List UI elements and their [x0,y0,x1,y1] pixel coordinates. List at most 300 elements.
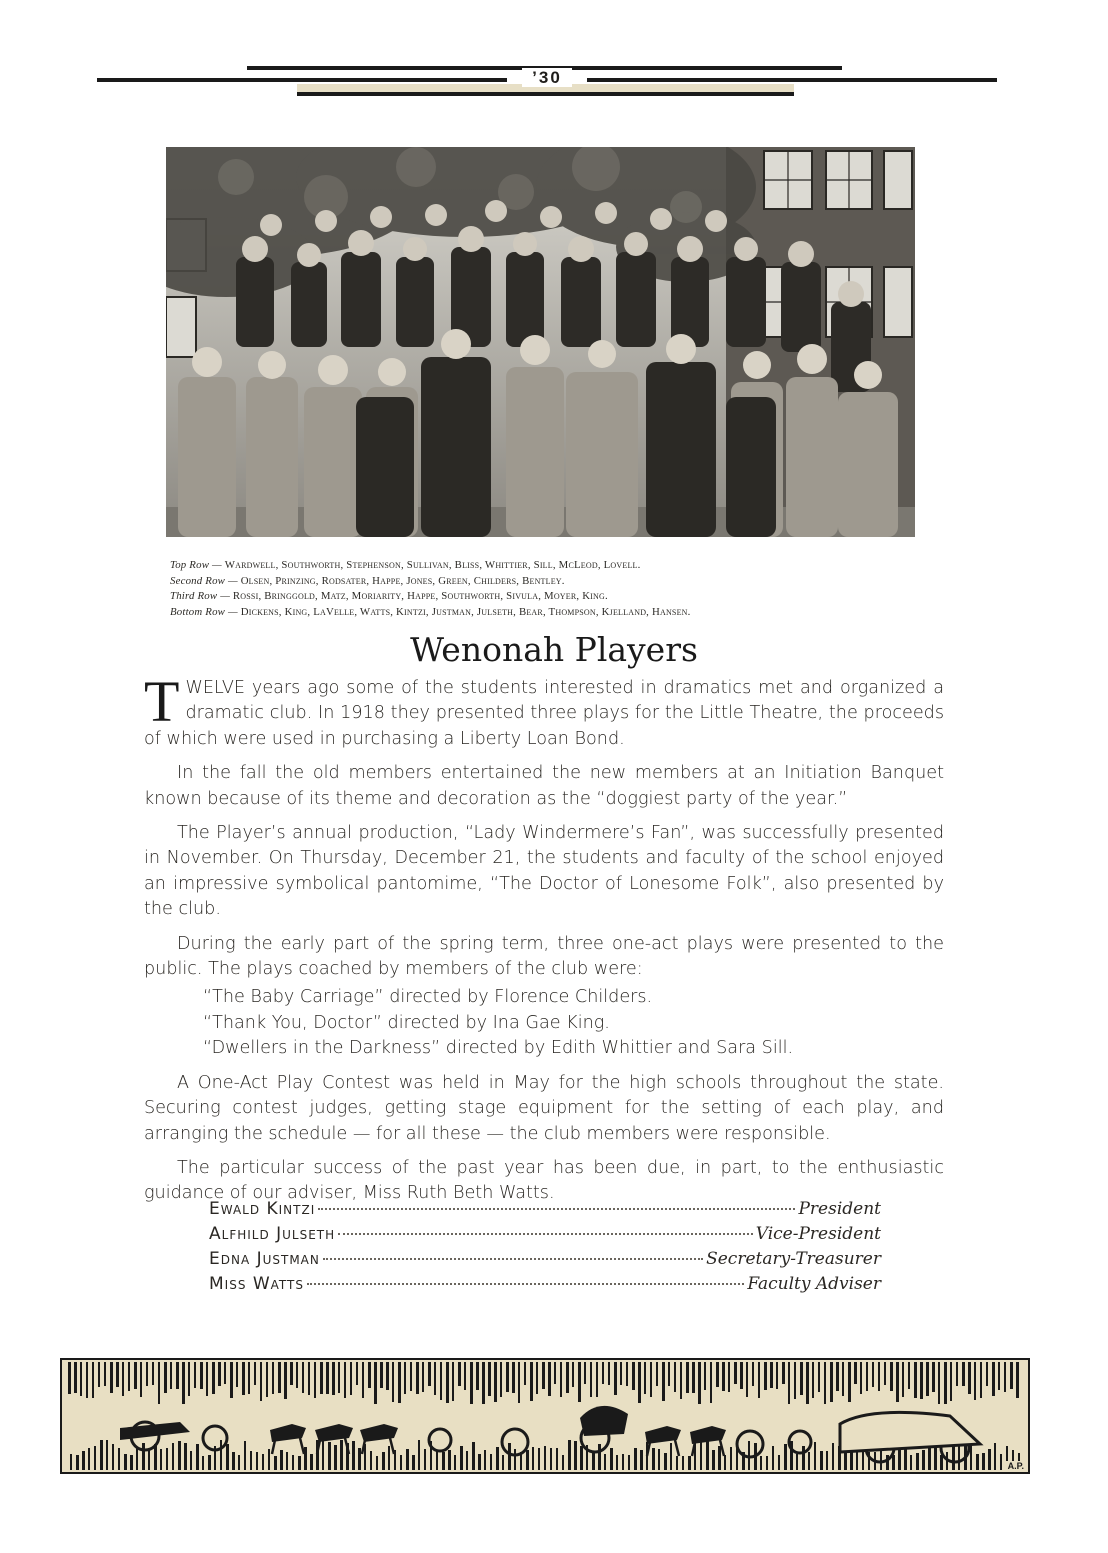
border-hatch [398,1362,401,1403]
border-hatch [124,1454,127,1470]
border-hatch [650,1362,652,1397]
article-body [144,669,944,1216]
border-hatch [572,1362,574,1387]
border-hatch [836,1362,839,1391]
border-hatch [410,1362,412,1391]
officers-list [209,1197,881,1297]
border-hatch [1000,1454,1002,1470]
border-hatch [206,1362,208,1396]
border-hatch [728,1362,730,1392]
leader-dots [338,1233,753,1235]
year-marker: ’30 [97,68,997,88]
border-hatch [470,1362,473,1404]
border-hatch [208,1455,211,1470]
caption-second-row: Second Row — Olsen, Prinzing, Rodsater, Happe, Jones, Green, Childers, Bentley. [170,574,565,587]
border-hatch [248,1362,250,1394]
border-hatch [950,1362,952,1401]
border-hatch [236,1362,238,1387]
border-hatch [110,1362,113,1393]
border-hatch [638,1362,641,1403]
border-hatch [506,1362,509,1392]
border-hatch [182,1362,185,1404]
border-hatch [244,1441,246,1470]
border-hatch [482,1362,485,1405]
border-hatch [776,1362,778,1389]
paragraph-1-text: years ago some of the students interested in dramatics met and organized a dramatic club. In 1918 they presented three plays for the Little Theatre, the proceeds of which were used in purchasing a Liberty Loan Bond. [144,678,944,749]
border-hatch [374,1362,377,1405]
border-hatch [628,1455,630,1470]
border-hatch [706,1440,709,1470]
border-hatch [326,1362,329,1394]
border-hatch [716,1362,719,1387]
border-hatch [266,1362,268,1397]
border-hatch [820,1451,823,1470]
border-hatch [926,1362,929,1396]
border-hatch [340,1439,343,1470]
border-hatch [304,1447,307,1470]
border-hatch [674,1362,676,1392]
officer-name: Edna Justman [209,1249,320,1269]
article-title: Wenonah Players [410,630,698,669]
border-hatch [634,1448,637,1470]
border-hatch [724,1455,726,1470]
border-hatch [892,1455,895,1470]
border-hatch [878,1362,880,1391]
border-hatch [286,1452,288,1470]
header-rule-bottom [297,92,794,96]
border-hatch [190,1451,192,1470]
border-hatch [368,1362,371,1388]
border-hatch [332,1362,335,1395]
officer-role: President [798,1199,881,1219]
border-hatch [488,1362,491,1396]
border-hatch [344,1362,346,1398]
border-hatch [338,1362,340,1393]
border-hatch [626,1362,628,1386]
border-hatch [608,1362,610,1385]
border-hatch [224,1362,226,1384]
border-hatch [812,1362,814,1398]
border-hatch [476,1362,479,1390]
border-hatch [406,1449,409,1470]
border-hatch [746,1362,748,1397]
border-hatch [184,1443,187,1470]
border-hatch [260,1362,262,1401]
border-hatch [944,1362,947,1405]
border-hatch [680,1362,682,1399]
border-hatch [788,1362,790,1404]
border-hatch [578,1362,581,1402]
border-hatch [914,1362,917,1398]
border-hatch [848,1362,851,1402]
border-hatch [562,1455,564,1470]
border-hatch [890,1362,893,1391]
border-hatch [544,1446,546,1470]
border-hatch [800,1362,803,1395]
border-hatch [158,1362,160,1405]
border-hatch [986,1362,988,1386]
border-hatch [640,1450,643,1470]
border-hatch [664,1453,667,1470]
border-hatch [178,1441,181,1470]
border-hatch [622,1454,624,1470]
border-hatch [442,1452,445,1470]
border-hatch [152,1362,154,1385]
border-hatch [296,1362,298,1388]
border-hatch [676,1456,678,1470]
border-hatch [268,1449,270,1470]
border-hatch [434,1362,436,1395]
border-hatch [490,1454,492,1470]
border-hatch [620,1362,622,1385]
border-hatch [616,1455,618,1470]
border-hatch [164,1362,167,1393]
border-hatch [400,1455,402,1470]
border-hatch [230,1362,233,1398]
border-hatch [952,1445,955,1470]
group-photo [166,147,915,537]
border-hatch [596,1362,598,1397]
border-hatch [766,1456,768,1470]
border-hatch [386,1362,389,1390]
border-hatch [866,1362,868,1391]
border-hatch [382,1452,385,1470]
border-hatch [602,1362,604,1384]
border-hatch [686,1362,689,1393]
border-hatch [256,1452,258,1470]
border-hatch [784,1444,787,1470]
border-hatch [526,1450,529,1470]
border-hatch [740,1362,743,1389]
border-hatch [514,1449,516,1470]
border-hatch [142,1443,145,1470]
border-hatch [308,1362,310,1395]
border-hatch [956,1362,958,1386]
border-hatch [146,1362,148,1386]
border-hatch [910,1455,912,1470]
border-hatch [832,1443,834,1470]
border-hatch [388,1446,390,1470]
border-hatch [176,1362,179,1389]
border-hatch [860,1362,862,1394]
border-hatch [932,1362,935,1392]
border-hatch [302,1362,304,1393]
border-hatch [446,1362,449,1403]
border-hatch [376,1456,378,1470]
border-hatch [632,1362,635,1390]
border-hatch [472,1442,475,1470]
border-hatch [310,1454,313,1470]
border-hatch [172,1443,174,1470]
border-hatch [272,1362,274,1394]
border-hatch [712,1450,715,1470]
border-hatch [782,1362,785,1384]
border-hatch [722,1362,725,1391]
border-hatch [262,1454,264,1470]
border-hatch [692,1362,695,1393]
border-hatch [536,1362,538,1394]
border-hatch [566,1362,569,1393]
border-hatch [466,1451,468,1470]
officer-role: Vice-President [755,1224,881,1244]
border-hatch [328,1442,331,1470]
border-hatch [74,1362,77,1393]
border-hatch [502,1455,504,1470]
border-hatch [542,1362,545,1389]
border-hatch [484,1450,486,1470]
border-hatch [808,1452,810,1470]
border-hatch [428,1362,431,1386]
artist-initials: A.P. [1007,1461,1024,1471]
border-hatch [194,1362,196,1388]
border-hatch [320,1362,323,1394]
border-hatch [242,1362,245,1395]
border-hatch [280,1450,283,1470]
border-hatch [1004,1362,1006,1392]
border-hatch [104,1362,106,1386]
border-hatch [982,1453,985,1470]
caption-bottom-row: Bottom Row — Dickens, King, LaVelle, Watts, Kintzi, Justman, Julseth, Bear, Thompson, Kjelland, Hansen. [170,605,691,618]
border-hatch [238,1455,240,1470]
border-hatch [662,1362,665,1401]
border-hatch [644,1362,646,1394]
border-hatch [772,1446,774,1470]
border-hatch [580,1446,583,1470]
border-hatch [770,1362,773,1388]
decorative-border-illustration [60,1358,1030,1474]
border-hatch [278,1362,281,1393]
border-hatch [550,1448,552,1470]
border-hatch [560,1362,562,1397]
leader-dots [307,1283,744,1285]
border-hatch [100,1440,103,1470]
border-hatch [994,1443,996,1470]
border-hatch [116,1362,119,1387]
border-hatch [82,1451,85,1470]
border-hatch [128,1362,130,1391]
border-hatch [824,1362,826,1404]
paragraph-6: The particular success of the past year has been due, in part, to the enthusiastic guidance of our adviser, Miss Ruth Beth Watts. [144,1157,944,1204]
paragraph-4: During the early part of the spring term, three one-act plays were presented to the public. The plays coached by members of the club were: [144,933,944,980]
border-hatch [212,1362,215,1394]
page-header [97,62,997,102]
border-hatch [70,1454,72,1470]
paragraph-1-lead: WELVE [185,678,245,698]
border-hatch [802,1446,805,1470]
border-hatch [160,1449,162,1470]
border-hatch [670,1443,672,1470]
border-hatch [436,1450,438,1470]
border-hatch [998,1362,1000,1390]
border-hatch [992,1362,995,1396]
border-hatch [752,1362,754,1386]
border-hatch [122,1362,124,1396]
border-hatch [938,1362,940,1405]
border-hatch [908,1362,910,1389]
paragraph-2: In the fall the old members entertained the new members at an Initiation Banquet known because of its theme and decoration as the “doggiest party of the year.” [144,763,944,809]
border-hatch [794,1362,796,1399]
border-hatch [134,1362,137,1389]
officer-secretary-treasurer [209,1247,881,1272]
border-hatch [404,1362,406,1394]
officer-name: Ewald Kintzi [209,1199,316,1219]
border-hatch [412,1455,415,1470]
border-hatch [88,1448,90,1470]
border-hatch [98,1362,100,1387]
border-hatch [830,1362,833,1402]
border-hatch [418,1440,420,1470]
border-hatch [362,1362,364,1398]
border-hatch [298,1456,301,1470]
border-hatch [392,1362,394,1402]
border-hatch [806,1362,809,1405]
border-hatch [454,1455,456,1470]
border-hatch [532,1447,534,1470]
border-hatch [448,1450,451,1470]
border-hatch [538,1448,540,1470]
officer-role: Secretary-Treasurer [706,1249,881,1269]
officer-name: Miss Watts [209,1274,304,1294]
border-hatch [668,1362,670,1386]
border-hatch [196,1444,199,1470]
border-hatch [118,1448,120,1470]
officer-name: Alfhild Julseth [209,1224,336,1244]
border-hatch [718,1446,721,1470]
border-hatch [590,1362,592,1397]
border-hatch [200,1362,203,1389]
border-hatch [962,1362,965,1386]
border-hatch [610,1448,613,1470]
border-hatch [322,1441,324,1470]
border-hatch [922,1450,925,1470]
border-hatch [980,1362,982,1398]
border-hatch [226,1444,229,1470]
border-hatch [136,1448,138,1470]
border-hatch [826,1451,828,1470]
border-hatch [356,1362,358,1385]
border-hatch [658,1449,660,1470]
border-hatch [698,1362,701,1405]
border-hatch [974,1362,976,1400]
border-hatch [554,1362,556,1384]
border-hatch [778,1455,780,1470]
border-hatch [764,1362,767,1390]
caption-third-row: Third Row — Rossi, Bringgold, Matz, Moriarity, Happe, Southworth, Sivula, Moyer, King. [170,590,608,602]
border-hatch [652,1448,655,1470]
border-hatch [704,1362,706,1390]
group-photo-illustration [166,147,915,537]
border-hatch [524,1362,526,1385]
border-hatch [710,1362,712,1403]
border-hatch [94,1446,96,1470]
officer-role: Faculty Adviser [747,1274,881,1294]
border-hatch [682,1456,684,1470]
border-hatch [614,1362,617,1395]
border-hatch [148,1448,150,1470]
drop-cap: T [144,669,180,734]
border-hatch [220,1440,222,1470]
border-hatch [940,1455,943,1470]
border-hatch [530,1362,533,1401]
border-hatch [452,1362,454,1401]
border-hatch [370,1451,372,1470]
paragraph-1 [144,669,944,752]
play-item: “Dwellers in the Darkness” directed by Edith Whittier and Sara Sill. [203,1038,794,1059]
border-hatch [916,1453,919,1470]
border-hatch [500,1362,502,1397]
leader-dots [318,1208,795,1210]
border-hatch [730,1447,732,1470]
border-hatch [292,1455,294,1470]
border-hatch [988,1449,991,1470]
plays-list [144,985,944,1061]
border-hatch [1016,1362,1019,1398]
border-hatch [440,1362,442,1400]
border-hatch [422,1362,424,1392]
border-hatch [166,1448,168,1470]
border-hatch [496,1447,499,1470]
border-hatch [872,1362,874,1387]
border-hatch [814,1442,816,1470]
border-hatch [334,1445,337,1470]
border-hatch [574,1441,577,1470]
border-hatch [818,1362,820,1392]
border-hatch [598,1444,601,1470]
border-hatch [758,1362,760,1398]
caption-top-row: Top Row — Wardwell, Southworth, Stephenson, Sullivan, Bliss, Whittier, Sill, McLeod, Lovell. [170,559,641,571]
border-hatch [902,1362,904,1397]
border-hatch [314,1362,316,1398]
border-hatch [968,1362,971,1394]
border-hatch [140,1362,142,1397]
border-hatch [1010,1362,1013,1389]
border-hatch [424,1449,426,1470]
border-hatch [284,1362,287,1399]
border-hatch [218,1362,221,1386]
border-hatch [460,1446,463,1470]
border-hatch [250,1451,252,1470]
border-hatch [254,1362,256,1385]
paragraph-3: The Player’s annual production, “Lady Windermere’s Fan”, was successfully presented in November. On Thursday, December 21, the students and faculty of the school enjoyed an impressive symbolical pantomime, “The Doctor of Lonesome Folk”, also presented by the club. [144,823,944,920]
border-hatch [548,1362,551,1396]
border-hatch [92,1362,94,1398]
border-hatch [842,1362,844,1396]
leader-dots [323,1258,703,1260]
border-hatch [130,1455,133,1470]
decorative-border [60,1358,1030,1474]
border-hatch [896,1362,899,1402]
officer-vice-president [209,1222,881,1247]
border-hatch [494,1362,497,1402]
border-hatch [290,1362,293,1385]
border-hatch [188,1362,190,1396]
border-hatch [592,1451,595,1470]
border-hatch [508,1443,511,1470]
border-hatch [76,1455,79,1470]
border-hatch [80,1362,82,1396]
border-hatch [734,1362,737,1384]
border-hatch [700,1440,702,1470]
border-hatch [170,1362,172,1389]
border-hatch [854,1362,857,1384]
border-hatch [568,1439,571,1470]
border-hatch [106,1439,108,1470]
paragraph-5: A One-Act Play Contest was held in May for the high schools throughout the state. Securing contest judges, getting stage equipment for the setting of each play, and arranging the schedule — for all these — the club members were responsible. [144,1072,944,1144]
border-hatch [274,1456,277,1470]
border-hatch [202,1456,204,1470]
border-hatch [862,1450,864,1470]
border-hatch [584,1362,586,1384]
